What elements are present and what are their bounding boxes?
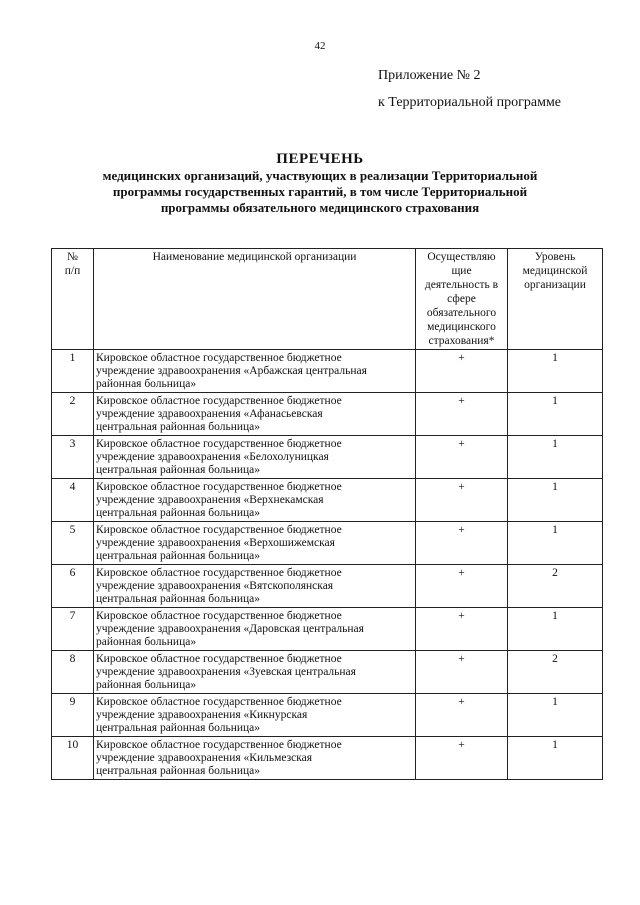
page-number: 42	[314, 40, 326, 52]
organization-level: 1	[508, 608, 603, 651]
header-line: Уровень	[534, 251, 576, 263]
organization-level: 1	[508, 479, 603, 522]
row-number: 8	[52, 651, 94, 694]
organization-name-line: Кировское областное государственное бюджетное	[96, 739, 342, 751]
document-title: ПЕРЕЧЕНЬ	[276, 151, 364, 167]
organization-level: 1	[508, 737, 603, 780]
organization-name-line: Кировское областное государственное бюджетное	[96, 653, 342, 665]
table-row	[52, 522, 603, 565]
organization-name-line: Кировское областное государственное бюджетное	[96, 395, 342, 407]
organization-level: 1	[508, 694, 603, 737]
header-line: обязательного	[426, 307, 497, 319]
organizations-table	[51, 248, 603, 780]
header-num	[52, 249, 94, 350]
organization-name-line: Кировское областное государственное бюджетное	[96, 438, 342, 450]
organization-name-line: учреждение здравоохранения «Даровская центральная	[96, 623, 364, 635]
table-row	[52, 737, 603, 780]
organization-name	[94, 393, 416, 436]
row-number: 1	[52, 350, 94, 393]
organization-name-line: центральная районная больница»	[96, 765, 261, 777]
organization-name	[94, 737, 416, 780]
oms-participation: +	[416, 522, 508, 565]
row-number: 3	[52, 436, 94, 479]
organization-name	[94, 565, 416, 608]
header-line: Осуществляю	[427, 251, 496, 263]
oms-participation: +	[416, 565, 508, 608]
header-line: щие	[451, 265, 472, 277]
organization-name-line: центральная районная больница»	[96, 593, 261, 605]
header-level	[508, 249, 603, 350]
organization-name-line: Кировское областное государственное бюджетное	[96, 481, 342, 493]
organization-level: 1	[508, 522, 603, 565]
organization-name-line: Кировское областное государственное бюджетное	[96, 610, 342, 622]
table-row	[52, 436, 603, 479]
organization-name	[94, 522, 416, 565]
organization-level: 1	[508, 350, 603, 393]
row-number: 10	[52, 737, 94, 780]
header-line: сфере	[447, 293, 476, 305]
organization-name-line: центральная районная больница»	[96, 421, 261, 433]
row-number: 6	[52, 565, 94, 608]
organization-level: 1	[508, 393, 603, 436]
table-row	[52, 694, 603, 737]
organization-level: 1	[508, 436, 603, 479]
header-line: страхования*	[428, 335, 495, 347]
organization-name-line: центральная районная больница»	[96, 464, 261, 476]
organization-name-line: Кировское областное государственное бюджетное	[96, 524, 342, 536]
header-name: Наименование медицинской организации	[94, 249, 416, 350]
table-row	[52, 393, 603, 436]
organization-name-line: центральная районная больница»	[96, 507, 261, 519]
organization-level: 2	[508, 651, 603, 694]
organization-name	[94, 608, 416, 651]
row-number: 5	[52, 522, 94, 565]
table-row	[52, 651, 603, 694]
organization-level: 2	[508, 565, 603, 608]
document-subtitle-line: программы обязательного медицинского страхования	[160, 200, 480, 215]
oms-participation: +	[416, 479, 508, 522]
header-line: организации	[524, 279, 586, 291]
organization-name	[94, 694, 416, 737]
oms-participation: +	[416, 393, 508, 436]
organization-name	[94, 350, 416, 393]
oms-participation: +	[416, 608, 508, 651]
row-number: 7	[52, 608, 94, 651]
organization-name	[94, 651, 416, 694]
table-header-row	[52, 249, 603, 350]
organization-name-line: учреждение здравоохранения «Афанасьевская	[96, 408, 323, 420]
organization-name-line: учреждение здравоохранения «Зуевская центральная	[96, 666, 356, 678]
header-line: №	[67, 251, 78, 263]
organization-name-line: районная больница»	[96, 378, 197, 390]
row-number: 4	[52, 479, 94, 522]
appendix-reference: к Территориальной программе	[378, 95, 562, 110]
organization-name	[94, 436, 416, 479]
organization-name-line: Кировское областное государственное бюджетное	[96, 352, 342, 364]
organization-name-line: учреждение здравоохранения «Вятскополянская	[96, 580, 334, 592]
row-number: 9	[52, 694, 94, 737]
table-row	[52, 565, 603, 608]
appendix-label: Приложение № 2	[378, 68, 481, 83]
organization-name-line: учреждение здравоохранения «Верхошижемская	[96, 537, 335, 549]
organization-name-line: центральная районная больница»	[96, 550, 261, 562]
header-oms	[416, 249, 508, 350]
organization-name-line: центральная районная больница»	[96, 722, 261, 734]
oms-participation: +	[416, 651, 508, 694]
oms-participation: +	[416, 350, 508, 393]
header-line: п/п	[64, 265, 81, 277]
table-row	[52, 608, 603, 651]
header-line: медицинского	[427, 321, 496, 333]
header-line: деятельность в	[424, 279, 499, 291]
organization-name-line: Кировское областное государственное бюджетное	[96, 696, 342, 708]
document-heading	[0, 150, 640, 216]
organization-name-line: учреждение здравоохранения «Кикнурская	[96, 709, 308, 721]
oms-participation: +	[416, 436, 508, 479]
organization-name	[94, 479, 416, 522]
header-line: медицинской	[522, 265, 588, 277]
table-row	[52, 350, 603, 393]
row-number: 2	[52, 393, 94, 436]
document-subtitle-line: медицинских организаций, участвующих в реализации Территориальной	[102, 168, 538, 183]
organization-name-line: районная больница»	[96, 636, 197, 648]
organization-name-line: учреждение здравоохранения «Арбажская центральная	[96, 365, 367, 377]
document-subtitle-line: программы государственных гарантий, в том числе Территориальной	[112, 184, 528, 199]
table-row	[52, 479, 603, 522]
organization-name-line: Кировское областное государственное бюджетное	[96, 567, 342, 579]
organization-name-line: учреждение здравоохранения «Кильмезская	[96, 752, 313, 764]
organization-name-line: районная больница»	[96, 679, 197, 691]
organization-name-line: учреждение здравоохранения «Верхнекамская	[96, 494, 324, 506]
oms-participation: +	[416, 737, 508, 780]
oms-participation: +	[416, 694, 508, 737]
organization-name-line: учреждение здравоохранения «Белохолуницкая	[96, 451, 329, 463]
